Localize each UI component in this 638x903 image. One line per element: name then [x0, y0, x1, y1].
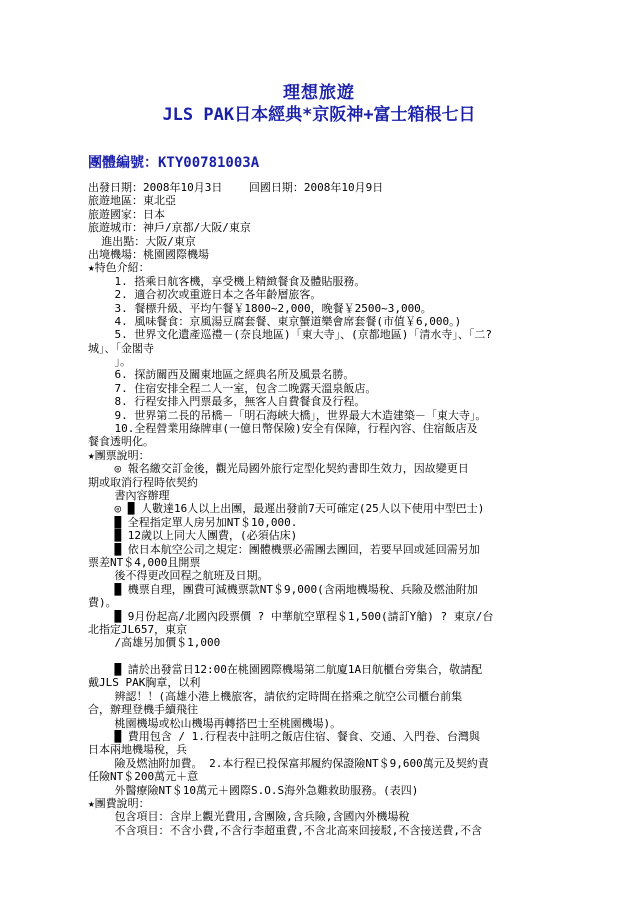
document-line: 期或取消行程時依契約: [88, 475, 198, 489]
document-line: 日本兩地機場稅，兵: [88, 743, 187, 757]
document-line: ★團票說明：: [88, 448, 150, 462]
document-line: 外醫療險NT＄10萬元＋國際S.O.S海外急難救助服務。(表四): [88, 783, 419, 797]
document-line: █ 12歲以上同大人團費，(必須佔床): [88, 529, 298, 543]
tour-title: JLS PAK日本經典*京阪神+富士箱根七日: [162, 105, 476, 125]
document-line: 後不得更改回程之航班及日期。: [88, 569, 269, 583]
document-line: ◎ 報名繳交訂金後，觀光局國外旅行定型化契約書即生效力，因故變更日: [88, 462, 469, 476]
document-line: ★特色介紹：: [88, 261, 150, 275]
document-line: 出境機場：桃園國際機場: [88, 247, 209, 261]
document-line: 費)。: [88, 596, 117, 610]
document-line: 旅遊城市：神戶/京都/大阪/東京: [88, 221, 251, 235]
document-line: 3. 餐標升級、平均午餐￥1800~2,000，晚餐￥2500~3,000。: [88, 301, 432, 315]
document-line: 戴JLS PAK胸章，以利: [88, 676, 201, 690]
document-line: 5. 世界文化遺產巡禮－(奈良地區)「東大寺」、(京都地區)「清水寺」、「二?: [88, 328, 492, 342]
document-line: 旅遊國家：日本: [88, 207, 165, 221]
document-line: 」。: [88, 355, 131, 369]
document-line: 9. 世界第二長的吊橋－「明石海峽大橋」，世界最大木造建築－「東大寺」。: [88, 408, 487, 422]
document-line: █ 9月份起高/北國內段票價 ? 中華航空單程＄1,500(請訂Y艙) ? 東京/台: [88, 609, 494, 623]
document-line: 7. 住宿安排全程二人一室，包含二晚露天溫泉飯店。: [88, 381, 377, 395]
document-line: 進出點：大阪/東京: [88, 234, 196, 248]
document-line: █ 請於出發當日12:00在桃園國際機場第二航廈1A日航櫃台旁集合，敬請配: [88, 663, 483, 677]
document-line: 票差NT＄4,000且開票: [88, 555, 201, 569]
itinerary-body: [88, 181, 548, 837]
document-line: 餐食透明化。: [88, 435, 154, 449]
document-line: 2. 適合初次或重遊日本之各年齡層旅客。: [88, 288, 322, 302]
document-line: █ 全程指定單人房另加NT＄10,000.: [88, 515, 298, 529]
document-line: 任險NT＄200萬元＋意: [88, 770, 199, 784]
document-line: 8. 行程安排入門票最多，無客人自費餐食及行程。: [88, 395, 366, 409]
document-line: █ 機票自理，團費可減機票款NT＄9,000(含兩地機場稅、兵險及燃油附加: [88, 582, 478, 596]
document-line: [88, 650, 548, 663]
document-line: 桃園機場或松山機場再轉搭巴士至桃園機場)。: [88, 716, 342, 730]
document-line: /高雄另加價＄1,000: [88, 636, 221, 650]
brand-title: 理想旅遊: [283, 83, 355, 103]
document-line: 旅遊地區：東北亞: [88, 194, 176, 208]
document-line: 4. 風味餐食：京風湯豆腐套餐、東京蟹道樂會席套餐(市值￥6,000。): [88, 314, 462, 328]
group-code: 團體編號：KTY00781003A: [88, 155, 260, 171]
document-line: 包含項目：含岸上觀光費用,含團險,含兵險,含國內外機場稅: [88, 810, 410, 824]
document-line: 城」、「金閣寺: [88, 341, 154, 355]
document-line: 險及燃油附加費。 2.本行程已投保富邦履約保證險NT＄9,600萬元及契約責: [88, 756, 489, 770]
document-line: 10.全程營業用綠牌車(一億日幣保險)安全有保障，行程內容、住宿飯店及: [88, 422, 478, 436]
document-line: 1. 搭乘日航客機，享受機上精緻餐食及體貼服務。: [88, 274, 366, 288]
document-line: 辨認！！(高雄小港上機旅客，請依約定時間在搭乘之航空公司櫃台前集: [88, 689, 463, 703]
document-line: ◎ █ 人數達16人以上出團，最遲出發前7天可確定(25人以下使用中型巴士): [88, 502, 485, 516]
document-line: 6. 探訪關西及關東地區之經典名所及風景名勝。: [88, 368, 355, 382]
document-line: 北指定JL657，東京: [88, 622, 188, 636]
document-line: 不含項目：不含小費,不含行李超重費,不含北高來回接駁,不含接送費,不含: [88, 823, 482, 837]
document-line: 出發日期：2008年10月3日 回國日期：2008年10月9日: [88, 181, 384, 194]
document-line: █ 依日本航空公司之規定：團體機票必需團去團回，若要早回或延回需另加: [88, 542, 480, 556]
document-line: █ 費用包含 / 1.行程表中註明之飯店住宿、餐食、交通、入門卷、台灣與: [88, 730, 480, 744]
document-line: ★團費說明：: [88, 796, 150, 810]
document-line: 合，辦理登機手續飛往: [88, 703, 198, 717]
document-line: 書內容辦理: [88, 488, 170, 502]
